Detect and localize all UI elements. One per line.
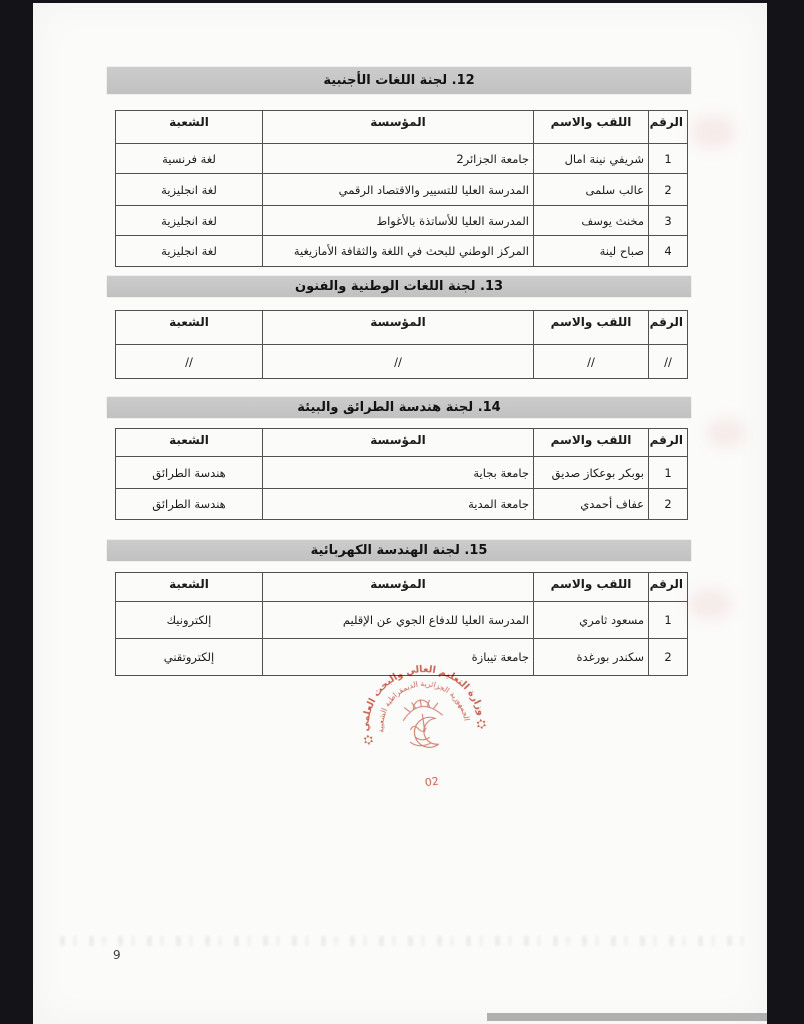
col-header-institution: المؤسسة [263, 429, 534, 457]
cell-num: 2 [649, 489, 688, 520]
stamp-number: 02 [424, 774, 440, 790]
col-header-num: الرقم [649, 429, 688, 457]
cell-name: عفاف أحمدي [534, 489, 649, 520]
cell-num: 1 [649, 144, 688, 174]
section-14-heading [107, 397, 691, 418]
cell-name: سكندر بورغدة [534, 639, 649, 676]
col-header-institution: المؤسسة [263, 573, 534, 602]
table-row [116, 457, 688, 489]
table-row [116, 602, 688, 639]
stamp-star-left-icon [363, 734, 373, 746]
section-14-title: 14. لجنة هندسة الطرائق والبيئة [297, 400, 501, 415]
cell-branch: لغة انجليزية [116, 236, 263, 267]
cell-institution: جامعة الجزائر2 [263, 144, 534, 174]
bleed-through-noise [60, 936, 744, 946]
col-header-branch: الشعبة [116, 573, 263, 602]
cell-institution: جامعة بجاية [263, 457, 534, 489]
cell-name: // [534, 345, 649, 379]
table-header-row [116, 311, 688, 345]
section-13-table [115, 310, 688, 379]
cell-num: 2 [649, 639, 688, 676]
cell-institution: جامعة تيبازة [263, 639, 534, 676]
table-header-row [116, 111, 688, 144]
section-15-title: 15. لجنة الهندسة الكهربائية [310, 543, 488, 558]
col-header-branch: الشعبة [116, 311, 263, 345]
col-header-name: اللقب والاسم [534, 111, 649, 144]
scan-edge-strip [487, 1013, 767, 1021]
cell-institution: المدرسة العليا للدفاع الجوي عن الإقليم [263, 602, 534, 639]
cell-name: صباح لينة [534, 236, 649, 267]
algeria-emblem-icon [400, 696, 446, 750]
col-header-institution: المؤسسة [263, 311, 534, 345]
table-row [116, 489, 688, 520]
table-row [116, 345, 688, 379]
col-header-branch: الشعبة [116, 111, 263, 144]
ink-smudge [690, 115, 736, 149]
table-row [116, 236, 688, 267]
section-12-title: 12. لجنة اللغات الأجنبية [323, 73, 475, 88]
cell-branch: إلكتروتقني [116, 639, 263, 676]
section-12-table [115, 110, 688, 267]
col-header-num: الرقم [649, 573, 688, 602]
table-row [116, 174, 688, 206]
cell-institution: جامعة المدية [263, 489, 534, 520]
cell-name: مسعود ثامري [534, 602, 649, 639]
section-15-heading [107, 540, 691, 561]
ink-smudge [688, 588, 732, 620]
cell-branch: // [116, 345, 263, 379]
cell-branch: هندسة الطرائق [116, 457, 263, 489]
cell-num: 4 [649, 236, 688, 267]
cell-name: مخنث يوسف [534, 206, 649, 236]
cell-branch: إلكترونيك [116, 602, 263, 639]
col-header-name: اللقب والاسم [534, 573, 649, 602]
cell-branch: لغة انجليزية [116, 206, 263, 236]
cell-num: 3 [649, 206, 688, 236]
stamp-inner-text: الجمهورية الجزائرية الديمقراطية الشعبية [376, 679, 472, 734]
cell-branch: هندسة الطرائق [116, 489, 263, 520]
cell-branch: لغة انجليزية [116, 174, 263, 206]
cell-branch: لغة فرنسية [116, 144, 263, 174]
ink-smudge [706, 418, 746, 448]
cell-institution: المركز الوطني للبحث في اللغة والثقافة الأمازيغية [263, 236, 534, 267]
cell-num: 1 [649, 602, 688, 639]
cell-institution: المدرسة العليا للتسيير والاقتصاد الرقمي [263, 174, 534, 206]
cell-institution: المدرسة العليا للأساتذة بالأغواط [263, 206, 534, 236]
col-header-branch: الشعبة [116, 429, 263, 457]
col-header-name: اللقب والاسم [534, 311, 649, 345]
col-header-num: الرقم [649, 111, 688, 144]
section-13-title: 13. لجنة اللغات الوطنية والفنون [294, 279, 504, 294]
cell-name: عالب سلمى [534, 174, 649, 206]
col-header-name: اللقب والاسم [534, 429, 649, 457]
stamp-outer-text: وزارة التعليم العالي والبحث العلمي [360, 664, 487, 732]
table-header-row [116, 429, 688, 457]
section-13-heading [107, 276, 691, 297]
cell-num: // [649, 345, 688, 379]
col-header-institution: المؤسسة [263, 111, 534, 144]
stamp-star-right-icon [476, 718, 486, 730]
col-header-num: الرقم [649, 311, 688, 345]
section-12-heading [107, 67, 691, 94]
section-14-table [115, 428, 688, 520]
official-stamp [343, 645, 506, 808]
cell-num: 1 [649, 457, 688, 489]
cell-name: شريفي نينة امال [534, 144, 649, 174]
cell-num: 2 [649, 174, 688, 206]
cell-institution: // [263, 345, 534, 379]
table-header-row [116, 573, 688, 602]
table-row [116, 144, 688, 174]
cell-name: بوبكر بوعكاز صديق [534, 457, 649, 489]
page-number: 9 [113, 948, 121, 962]
table-row [116, 206, 688, 236]
